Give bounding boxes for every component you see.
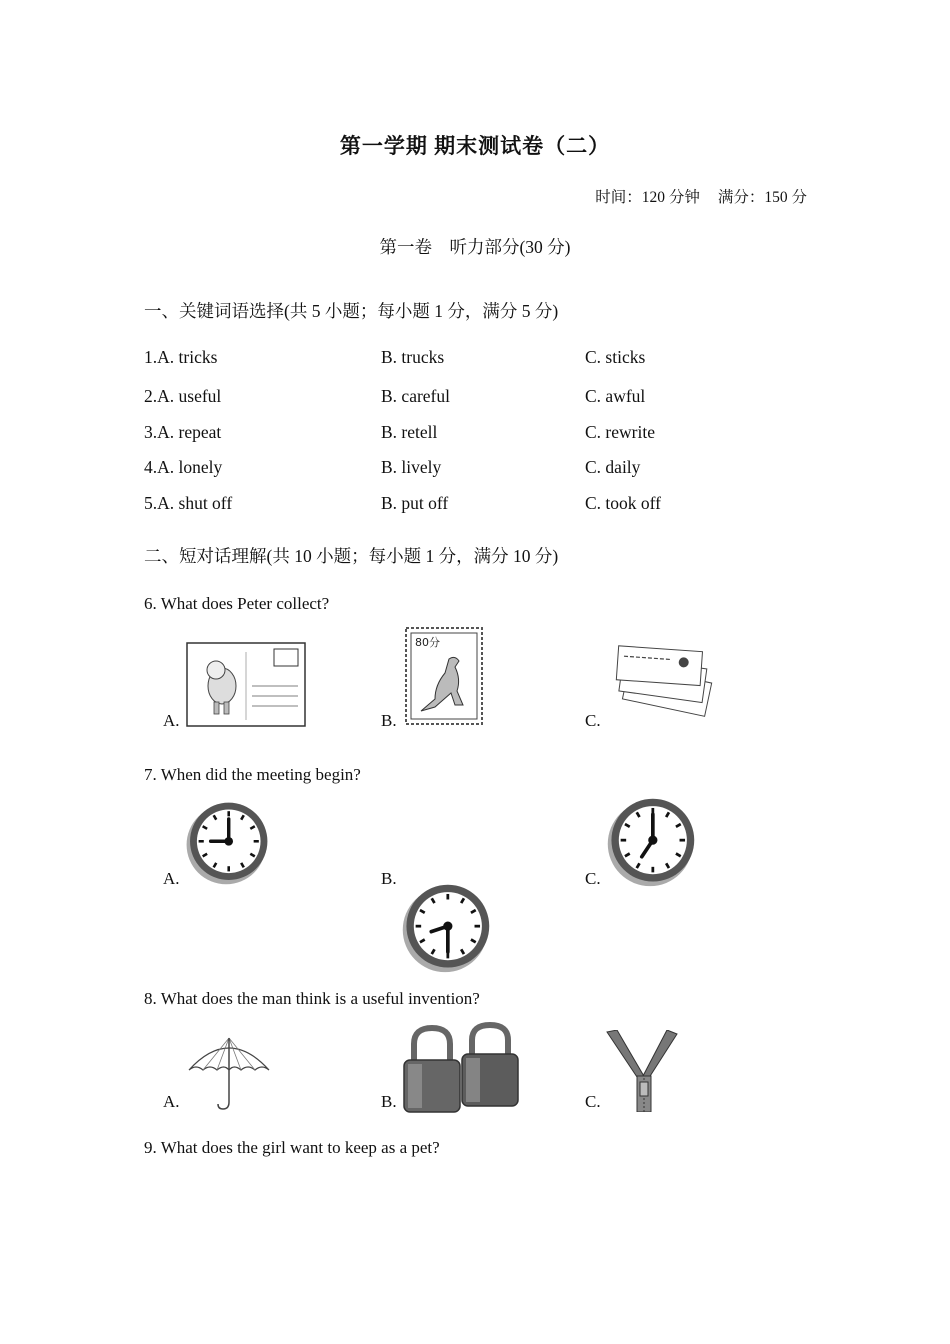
postcard-icon <box>186 642 306 728</box>
clock-icon-c <box>605 796 697 888</box>
stamp-icon <box>405 627 483 725</box>
q6-text: 6. What does Peter collect? <box>144 594 330 613</box>
q3-option-c: C. rewrite <box>585 422 655 442</box>
q5-option-a: 5.A. shut off <box>144 493 233 513</box>
stamp-value: 80分 <box>415 636 440 649</box>
q2-option-b: B. careful <box>381 386 450 406</box>
q8-text: 8. What does the man think is a useful invention? <box>144 989 480 1008</box>
clock-icon-b <box>400 882 492 974</box>
q3-option-b: B. retell <box>381 422 438 442</box>
page-title: 第一学期 期末测试卷（二） <box>339 134 611 158</box>
exam-meta <box>595 185 807 207</box>
q7-label-b: B. <box>381 869 397 888</box>
q6-label-b: B. <box>381 711 397 730</box>
q9-text: 9. What does the girl want to keep as a pet? <box>144 1138 440 1157</box>
exam-score: 满分：150 分 <box>717 189 807 206</box>
ticket-icon <box>610 643 716 729</box>
q4-option-a: 4.A. lonely <box>144 457 223 477</box>
exam-time: 时间：120 分钟 <box>595 189 700 206</box>
q2-option-a: 2.A. useful <box>144 386 222 406</box>
section1-heading: 一、关键词语选择(共 5 小题；每小题 1 分，满分 5 分) <box>144 301 559 321</box>
q7-text: 7. When did the meeting begin? <box>144 765 361 784</box>
q4-option-c: C. daily <box>585 457 641 477</box>
q1-option-a: 1.A. tricks <box>144 347 218 367</box>
padlock-icon <box>400 1022 524 1118</box>
q1-option-b: B. trucks <box>381 347 445 367</box>
zipper-icon <box>605 1030 679 1112</box>
q8-label-a: A. <box>163 1092 180 1111</box>
q8-label-c: C. <box>585 1092 601 1111</box>
q7-label-a: A. <box>163 869 180 888</box>
q4-option-b: B. lively <box>381 457 442 477</box>
clock-icon-a <box>184 800 270 886</box>
q7-label-c: C. <box>585 869 601 888</box>
q6-label-c: C. <box>585 711 601 730</box>
q1-option-c: C. sticks <box>585 347 646 367</box>
q5-option-c: C. took off <box>585 493 661 513</box>
q6-label-a: A. <box>163 711 180 730</box>
part-heading: 第一卷 听力部分(30 分) <box>379 237 571 257</box>
q5-option-b: B. put off <box>381 493 449 513</box>
section2-heading: 二、短对话理解(共 10 小题；每小题 1 分，满分 10 分) <box>144 546 559 566</box>
q3-option-a: 3.A. repeat <box>144 422 222 442</box>
q2-option-c: C. awful <box>585 386 646 406</box>
umbrella-icon <box>186 1034 272 1112</box>
q8-label-b: B. <box>381 1092 397 1111</box>
